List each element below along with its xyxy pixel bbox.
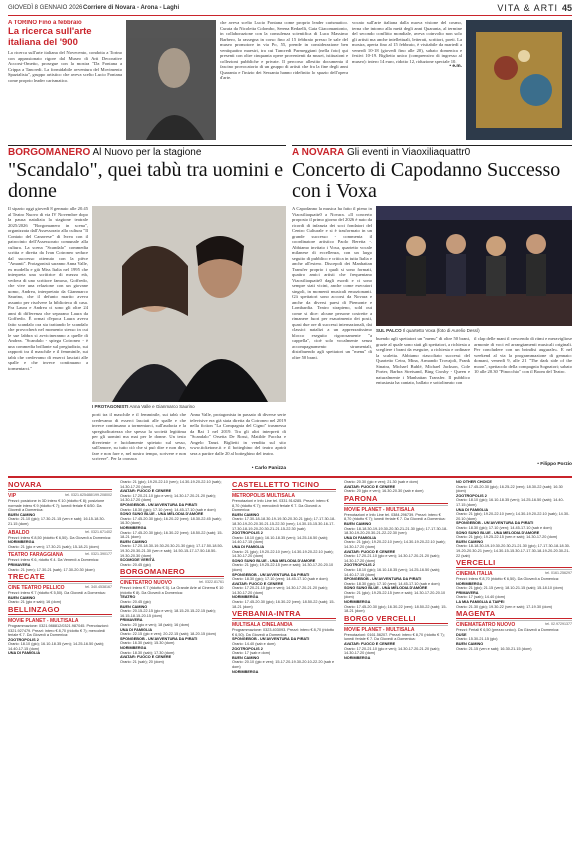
movie-times: Orario: 17 (sab e dom) (232, 651, 271, 656)
movie-title: BUEN CAMINO (232, 512, 260, 517)
voxa-stage-photo (376, 206, 572, 326)
movie-times: Orario: 21.10 (gio); 17.30-21.15 (ven e sab); 16.15-18.30-21.15 (dom) (8, 517, 105, 526)
cinema-prices: Prenotazioni e Info Line tel. 0331.914285. Prezzi: intero € 8,70 (ridotto € 7); mercoledì feriale € 7. Da Giovedì a Domenica: (232, 499, 329, 513)
scandalo-col3 (190, 412, 286, 468)
movie-listing (120, 605, 224, 619)
movie-times: Orario: 21 (sab); 20 (dom) (120, 659, 164, 664)
voxa-photo (376, 206, 572, 326)
movie-times: Orario: 21 (gio); 19.20-22.10 (ven); 14.30-19.20-22.10 (sab); 14.30-17.20 (dom) (120, 480, 222, 489)
movie-times: Orario: 20.45 (gio) (120, 600, 151, 605)
header-date: GIOVEDÌ 8 GENNAIO 2026 (8, 5, 83, 11)
cinema-prices: Prenotazioni: 0161.56207. Prezzi: intero € 8,70 (ridotto € 7); lunedì feriale € 7. Da Giovedì a Domenica: (344, 632, 445, 642)
listings-col2 (120, 480, 224, 836)
movie-title: NORIMBERGA (8, 540, 35, 545)
movie-title: ZOOTROPOLIS 2 (8, 637, 39, 642)
cinema-title: MULTISALA CINELANDIA (232, 622, 293, 629)
movie-listing (456, 494, 572, 508)
movie-times: Orario: 17.20-21.10 (gio e ven); 14.30-17.20-21.20 (sab); 14.30-17.20 (dom) (120, 493, 216, 503)
cinema-block (8, 616, 112, 656)
movie-listing (344, 642, 448, 656)
movie-times: Orario: 20.30 (gio e ven); 21.30 (sab e dom) (344, 480, 419, 484)
movie-listing (8, 563, 112, 572)
cinema-prices: Prezzi: intero € 8,70 (ridotto € 6,50). Da Giovedì a Domenica: (456, 577, 559, 582)
movie-title: NORIMBERGA (344, 655, 371, 660)
scandalo-col3-text: Anna Valle, protagonista in passato di diverse serie televisive era già stata diretta da Cotroneo nel 2019 nella fiction "La Compagnia del Cigno" trasmessa da Rai 1 nel 2019. Tra gli altri interpreti di "Scandalo" Orsetta De Rossi, Matilde Paccha e Angelo Tanzi. Biglietti in vendita sul sito www.ticketone.it e il botteghino del teatro aprirà sera a partire dalle 20 al botteghino del teatro. (190, 412, 286, 456)
movie-listing (344, 577, 448, 586)
movie-times: Orario: 20 (gio e ven); 16.30-20.30 (sab e dom) (344, 489, 424, 494)
cinema-block (456, 569, 572, 609)
voxa-sign: • Filippo Porzio (537, 462, 572, 467)
scandalo-col2-text: porti tra il maschile e il femminile, sui tabù che credevamo di esserci lasciati alle spalle e che invece continuano a tormentarci, sull'audacia e la spregiudicatezza che spesso la società legittima per gli uomini ma mai per le donne. Un testo divertente e lucidamente spietato sul sesso, sull'amore, su tutto ciò che si può dire e non dire, fare e non fare e, nel nostro tempo, scrivere e non scrivere". Per la cronaca (92, 412, 186, 461)
movie-times: Orario: 21 (gio); 19.20-22.10 (ven); 14.30-19.20-22.10 (sab); 14.30-17.20 (dom) (344, 540, 446, 549)
movie-times: Orario: 21.30 (gio); 19.30-22 (ven e sab); 17-19.30 (dom) (456, 604, 553, 609)
top-story-col2 (220, 20, 348, 140)
movie-listing (344, 550, 448, 564)
movie-title: PRIMAVERA (8, 562, 31, 567)
movie-title: AVATAR: FUOCO E CENERE (120, 489, 172, 494)
voxa-col1 (292, 206, 372, 462)
scandalo-subtitle (8, 147, 288, 158)
movie-times: Orario: 21 (gio e ven); 17.30-21 (sab); 15-18-21 (dom) (8, 544, 99, 549)
scandalo-sign: • Carlo Panizza (251, 466, 286, 471)
cinema-block (344, 625, 448, 661)
movie-listing (120, 503, 224, 512)
movie-listing (344, 600, 448, 614)
cinema-block (120, 578, 224, 664)
city-heading: BORGOMANERO (120, 567, 224, 577)
movie-times: Orario: 18.10 (gio); 16.10-18.35 (ven); 14.25-16.50 (sab); 14.40-17.15 (dom) (8, 642, 105, 651)
movie-listing (344, 536, 448, 550)
movie-times: Orario: 21 (gio); 19.25-22.15 (ven e sab); 14.30-17.20 (dom) (456, 535, 558, 540)
movie-title: TEATRO (120, 595, 136, 600)
city-heading: BELLINZAGO (8, 605, 112, 615)
movie-listing (344, 586, 448, 600)
cinema-title: MOVIE PLANET - MULTISALA (344, 506, 415, 513)
voxa-caption-rest: Il quartetto Voxa (foto di Aurelio Dessì) (402, 328, 480, 333)
movie-times: Orario: 22.15 (gio e ven); 20-22.15 (sab); 18-20.15 (dom) (120, 632, 217, 637)
movie-title: LA MIA FAMIGLIA A TAIPEI (456, 600, 505, 605)
movie-title: BUEN CAMINO (456, 539, 484, 544)
scandalo-caption (92, 404, 286, 409)
movie-listing (456, 540, 572, 558)
cinema-prices: Prezzi: posizione in 3D intero € 10 (ridotto € 8); posizione normale intero € 9 (ridotto € 7); lunedì feriale € 6/50. Da Giovedì a Domenica: (8, 499, 105, 513)
movie-title: SPONGEBOB - UN'AVVENTURA DA PIRATI (344, 577, 422, 582)
movie-title: NORIMBERGA (120, 525, 147, 530)
movie-title: SPONGEBOB - UN'AVVENTURA DA PIRATI (232, 637, 310, 642)
movie-title: BUEN CAMINO (8, 595, 36, 600)
movie-listing (344, 563, 448, 577)
movie-title: NORIMBERGA (232, 595, 259, 600)
movie-title: BUEN CAMINO (456, 642, 484, 647)
movie-listing (120, 618, 224, 627)
listings-col3 (232, 480, 336, 836)
movie-listing (456, 591, 572, 600)
top-story-photo-2 (466, 20, 572, 140)
movie-listing (232, 595, 336, 609)
cinema-phone: tel. 0322.81761 (199, 580, 224, 585)
header-page-number: 45 (561, 3, 572, 13)
movie-listing (232, 559, 336, 573)
movie-listing (8, 638, 112, 652)
scandalo-subtitle-rest: Al Nuovo per la stagione (92, 147, 202, 158)
voxa-col3-text: il clap delle mani il crescendo di ritmi e meravigliose armonie di voci ed arrangiamenti musicali originali. Per concludere con un brindisi augurale». E nel weekend al via la programmazione di gennaio: domani, venerdì 9, alle 21 "The dark side of the moon", spettacolo della compagnia Sognatori; sabato 10 alle 20.30 "Pinocchio" con il Boom del Teatro. (474, 336, 572, 374)
cinema-prices: Prezzi: intero € 7 (ridotto € 5). La Grande Arte al Cinema € 10 (ridotto € 8). Da Giovedì a Domenica: (120, 586, 224, 595)
movie-listing (120, 595, 224, 604)
cinema-title: ABALDO (8, 529, 30, 536)
movie-listing (456, 521, 572, 530)
voxa-subtitle-rest: Gli eventi in Viaoxiliaquattr0 (347, 147, 471, 158)
movie-times: Orario: 17.45-20.30 (gio); 16.20-22 (ven); 18.30-22.45 (sab); 16.30 (dom) (120, 516, 222, 526)
movie-title: UNA DI FAMIGLIA (8, 651, 41, 656)
voxa-col2 (376, 336, 470, 466)
cinema-block (8, 550, 112, 572)
cinema-phone: tel. 340.4538167 (85, 585, 112, 590)
voxa-caption (376, 328, 572, 333)
voxa-col1-text: A Capodanno la musica ha fatto il pieno in Viaoxiliaquattr0 a Novara. «Il concerto proposto il primo giorno del 2026 è nato da ricordi di infanzia dei soci fondatori del Centro Culturale e si è trasformato in un grande successo - commenta il coordinatore artistico Paolo Beretta -. Abbiamo invitato i Voxa, quartetto vocale milanese di eccellenza, con un largo seguito di pubblico e critica in tutta Italia e anche all'estero. Discepoli dei Manhattan Transfer proprio i quali si sono formati, quattro amici artisti che frequentano Viaoxiliaquattr0 dagli esordi e ci sono sempre stati vicini, anche come esecutori singoli, in momenti musicali emozionanti. Gli spettatori sono accorsi da Novara e anche da diversi paesi di Piemonte e Lombardia. Teatro strapieno, sold out come si dice: alcune persone costrette a rimanere fuori per esaurimento dei posti, quasi due ore di successi internazionali, dai classici natalizi a un apprezzatissimo blocco eseguito rigorosamente "a cappella", cioè solo vocalmente senza accompagnamento strumentali, distribuendo agli spettatori un "menu" di oltre 50 brani. (292, 206, 372, 360)
movie-title: BUEN CAMINO (232, 655, 260, 660)
cinema-title: MOVIE PLANET - MULTISALA (8, 617, 79, 624)
movie-times: Orario: 20.45 (gio) (120, 562, 151, 567)
movie-listing (232, 647, 336, 656)
top-story-col2-text: che aveva scelto Lucio Fontana come proprio leader carismatico. Curata da Nicoletta Colombo, Serena Redaelli, Gaia Giacomantonio, in collaborazione con la consulenza scientifica di Luca Massimo Barbero, la rassegna in corso fino al 15 febbraio presso le sale del museo promotore in via Po, 55, prende in considerazione ben ventiquattro maestri, tra cui Tancredi Parmeggiani (nella foto) qui presenti con oltre cinquanta opere provenienti da musei, istituzioni e collezioni pubbliche e private. Il percorso allestito documenta il fascino provocatorio di un gruppo di artisti che fra la fine degli anni Quaranta e l'inizio dei Sessanta hanno ridefinito lo spazio dell'opera d'arte. (220, 20, 348, 80)
movie-times: Orario: 16.30 (sab); 15.30 (dom) (120, 641, 175, 646)
movie-times: Orario: 21 (gio); 19.25-22.15 (ven e sab); 14.30-17.20-20.10 (dom) (344, 590, 446, 600)
city-heading: VERCELLI (456, 558, 572, 568)
movie-title: SONG SUNG BLUE - UNA MELODIA D'AMORE (232, 558, 316, 563)
movie-times: Orario: 20 (gio e ven); 18 (sab); 16 (dom) (120, 623, 190, 628)
city-heading: CASTELLETTO TICINO (232, 480, 336, 490)
movie-listing (232, 656, 336, 670)
movie-listing (344, 485, 448, 494)
movie-title: PRIMAVERA (120, 618, 143, 623)
cinema-phone: tel. 0321.625488/199.208002 (65, 493, 112, 497)
movie-listing (456, 480, 572, 494)
voxa-title: Concerto di Capodanno Successo con i Voxa (292, 159, 561, 202)
movie-title: UNA DI FAMIGLIA (456, 507, 489, 512)
movie-listing (120, 558, 224, 567)
movie-times: Orario: 21.15 (ven e sab); 16.30-21.15 (dom) (456, 646, 532, 651)
cinema-prices: Prezzi: intero € 6, ridotto € 4. Da Venerdì a Domenica: (8, 558, 99, 563)
cinema-title: METROPOLIS MULTISALA (232, 493, 295, 499)
city-heading: NOVARA (8, 480, 112, 490)
movie-times: Orario: 17.45-20.30 (gio); 16.30-22 (ven); 18.50-22 (sab); 15-18-21 (dom) (120, 530, 223, 540)
scandalo-kicker: BORGOMANERO (8, 147, 91, 158)
movie-times: Orario: 21 (gio e sab); 16 (dom) (8, 600, 62, 605)
movie-title: SPONGEBOB - UN'AVVENTURA DA PIRATI (232, 572, 310, 577)
movie-title: ZOOTROPOLIS 2 (232, 646, 263, 651)
top-story-photo (126, 20, 216, 140)
cinema-title: CINEMATEATRO NUOVO (456, 622, 516, 629)
movie-times: Orario: 21 (gio); 19.20-22.10 (ven); 14.30-19.20-22.10 (sab); 14.30-17.20 (dom) (232, 549, 334, 559)
cinema-title: CINE TEATRO PELLICO (8, 585, 65, 592)
movie-times: Orario: 17.30-18-18.30-19-19.30-20.30-21 (gio); 17-17.30-18-18.30-19-20-20.30-21.15-22.30 (ven); 14.30-15-15.30-16-17-17.30-18-19-20-20.30-21-21.15-22.30 (sab) (232, 517, 336, 531)
movie-listing (8, 540, 112, 549)
cinema-prices: Prenotazioni e Info Line tel. 0384.296739. Prezzi: intero € 8,70 (ridotto € 7); lunedì feriale € 7. Da Giovedì a Domenica: (344, 512, 446, 522)
movie-title: BUEN CAMINO (344, 521, 372, 526)
movie-times: Orario: 18.30 (gio); 17.10 (ven); 14.45-17.10 (sab e dom) (120, 507, 216, 512)
cinema-block (8, 583, 112, 605)
cinema-prices: Prezzi: intero € 7 (ridotto € 5,50). Da Giovedì a Domenica: (8, 591, 106, 596)
movie-listing (456, 531, 572, 540)
cinema-block (232, 491, 336, 609)
movie-listing (8, 513, 112, 527)
movie-title: AVATAR: FUOCO E CENERE (232, 581, 284, 586)
cinema-phone: tel. 0321.390177 (85, 552, 112, 557)
voxa-kicker: A NOVARA (292, 147, 345, 158)
movie-title: SPONGEBOB - UN'AVVENTURA DA PIRATI (456, 521, 534, 526)
cinema-title: CINEMA ITALIA (456, 571, 493, 578)
top-story-lead: La ricerca sull'arte italiana del Novecento, condotta a Torino con appassionato rigore dal Museo di Arti Decorative Accorsi-Ometto, prosegue con la mostra "Da Fontana a Crippa a Tancredi. La formidabile avventura del Movimento Spazialista", gruppo artistico che aveva scelto Lucio Fontana come proprio leader carismatico. (8, 50, 122, 83)
movie-title: SPONGEBOB - UN'AVVENTURA DA PIRATI (120, 502, 198, 507)
top-story-sign: • e.m. (449, 64, 462, 69)
scandalo-col1-text: Il sipario oggi giovedì 8 gennaio alle 20.45 al Teatro Nuovo di via IV Novembre dopo la pausa natalizia la stagione teatrale 2025/2026 "Borgomanero in scena", organizzata dall'Assessorato alla cultura "Il Contato del Canavese" di Ivrea con il patrocinio dell'Assessorato comunale alla cultura. La scena "Scandalo" commedia scritta e diretta da Ivan Cotroneo seduce dal successo ottenuto con la pièce "Amanti". Protagonisti saranno Anna Valle, ex modella e già Miss Italia nel 1995 che interpreta una scrittrice di mezza età, vedova di uno scrittore famoso, Goffredo, che vive una relazione con un giovane uomo, Andrea, interpretato da Gianmarco Saurino, che il defunto marito aveva assunto per risolvere la biblioteca di casa. Fra Laura e Andrea ci sono gli oltre 24 anni di differenza che separano Laura da Goffredo. È ormai d'epoca Laura aveva fatto scandalo ora sta trattando le scandalo che provocherà nel momento stesso in cui le sue labbra si avvicineranno a quelle di Andrea. "Scandalo - spiega Cotroneo - è una commedia brillante sul pregiudizio, sui rapporti tra il maschile e il femminile, sui tabù che credevamo di esserci lasciati alle spalle e che invece continuano a tormentarci." (8, 206, 88, 371)
movie-title: DUSE (456, 632, 467, 637)
movie-listing (8, 651, 112, 656)
movie-listing (232, 545, 336, 559)
cinema-prices: Prezzi: Feriali € 6,50 (prezzo unico). Da Giovedì a Domenica: (456, 628, 560, 633)
cinema-prices: Prezzi: intero € 8,50 (ridotto € 6,50). Da Giovedì a Domenica: (8, 535, 111, 540)
movie-listing (120, 540, 224, 558)
movie-title: SCOMODE VERITÀ (120, 558, 155, 563)
movie-times: Orario: 18.30 (gio); 17.10 (ven); 14.45-17.10 (sab e dom) (344, 581, 440, 586)
movie-times: Orario: 21 (gio); 19.20-22.10 (ven); 14.30-19.20-22.10 (sab); 14.30-20.10 (dom) (456, 512, 570, 521)
city-heading: TRECATE (8, 572, 112, 582)
movie-times: Orario: 18-18.30-19-19.30-20.30-21-21.30 (gio); 17-17.30-18-18.30-19-20-20.30-21 (ven); 14.30-15-15.30-17-17.30-18-19-20-20.30-21-22 (sab) (456, 544, 571, 558)
movie-listing (456, 642, 572, 651)
movie-title: PRIMAVERA (456, 590, 479, 595)
movie-title: UNA DI FAMIGLIA (120, 627, 153, 632)
movie-times: Orario: 20.10 (gio e ven); 15-17.20-19.30-20.10-22.20 (sab e dom) (232, 660, 335, 669)
movie-listing (456, 600, 572, 609)
top-story-kicker: A TORINO Fino a febbraio (8, 20, 82, 26)
movie-listing (232, 513, 336, 531)
city-heading: VERBANIA-INTRA (232, 609, 336, 619)
cinema-block (456, 620, 572, 651)
listings-col4 (344, 480, 448, 836)
movie-title: UNA DI FAMIGLIA (232, 544, 265, 549)
movie-times: Orario: 17.45-20.30 (gio); 16.30-22 (ven); 18.50-22 (sab); 15-18-21 (dom) (232, 600, 335, 609)
scandalo-title: "Scandalo", quei tabù tra uomini e donne (8, 159, 284, 202)
spatialist-portrait-image (126, 20, 216, 140)
cinema-block (8, 528, 112, 550)
cinema-prices: Programmazione: 0321.988812/0321.987045. Prenotazioni: 0321.927479. Prezzi: intero € 8,70 (ridotto € 7); mercoledì feriale € 7. Da Giovedì a Domenica: (8, 623, 109, 638)
movie-title: BUEN CAMINO (120, 604, 148, 609)
movie-listing (120, 637, 224, 646)
movie-title: ZOOTROPOLIS 2 (456, 493, 487, 498)
movie-title: SONG SUNG BLUE - UNA MELODIA D'AMORE (120, 512, 204, 517)
movie-times: Orario: 17.45-20.30 (gio); 16.25-22 (ven); 18.30-22 (sab); 16.30 (dom) (456, 484, 563, 494)
movie-title: AVATAR: FUOCO E CENERE (344, 484, 396, 489)
header-paper-name: Corriere di Novara - Arona - Laghi (83, 5, 180, 11)
movie-times: Orario: 18-18.30-19-19.30-20.30-21-21.30 (gio); 17-17.30-18-18.30-19-20-20.30-21-22-22.30 (ven) (344, 526, 448, 536)
movie-listing (232, 637, 336, 646)
cinema-phone: tel. 02.97291377 (545, 622, 572, 627)
movie-title: SONG SUNG BLUE - UNA MELODIA D'AMORE (344, 586, 428, 591)
voxa-subtitle (292, 147, 574, 158)
protagonists-photo (92, 206, 286, 402)
cinema-block (8, 491, 112, 527)
top-story-col3 (352, 20, 462, 140)
movie-times: Orario: 14.40 (sab e dom) (232, 642, 276, 647)
scandalo-caption-rest: Anna Valle e Gianmarco Saurino (129, 404, 195, 409)
movie-times: Orario: 21 (gio); 19.25-22.15 (ven e sab); 14.30-17.20-20.10 (dom) (232, 563, 334, 572)
voxa-col2-text: buendo agli spettatori un "menu" di oltre 50 brani, grazie al quale sono stati gli spettatori, a richiesta a scegliere i brani da eseguire, a richiesta e ordinare la scaletta. Abbiamo riascoltato successi del Quartetto Cetra, Mina, Armando Trovajoli, Frank Sinatra, Michael Bublé, Michael Jackson, Cole Porter, Barbra Streisand, Bing Crosby - Queen e naturalmente i Manhattan Transfer. Il pubblico entusiasta ha cantato, ballato e sottolineato con (376, 336, 470, 385)
voxa-col3 (474, 336, 572, 460)
movie-times: Orario: 15.30-21.15 (gio) (456, 637, 498, 642)
movie-title: AVATAR: FUOCO E CENERE (120, 655, 172, 660)
movie-listing (344, 656, 448, 661)
listings-col1 (8, 480, 112, 836)
header-section: VITA & ARTI (497, 3, 558, 13)
movie-times: Orario: 20.15-22.15 (gio e ven); 18.15-20.15-22.15 (sab); 16.15-18.15-20.15 (dom) (120, 609, 216, 618)
scandalo-photo (92, 206, 286, 402)
city-heading: BORGO VERCELLI (344, 614, 448, 624)
cinema-title: VIP (8, 493, 17, 499)
movie-title: SONG SUNG BLUE - UNA MELODIA D'AMORE (456, 530, 540, 535)
movie-title: BUEN CAMINO (120, 539, 148, 544)
movie-times: Orario: 17.20-21.10 (gio e ven); 14.30-17.20-21.20 (sab); 14.30-17.20 (dom) (232, 586, 328, 595)
scandalo-col1 (8, 206, 88, 454)
artwork-image (466, 20, 572, 140)
movie-times: Orario: 18.30 (gio); 17.10 (ven); 14.45-17.10 (sab e dom) (232, 577, 328, 582)
movie-listing (232, 670, 336, 675)
movie-title: NORIMBERGA (232, 669, 259, 674)
page-header (8, 3, 572, 16)
movie-listing (120, 655, 224, 664)
top-story-col3-text: vocato sull'arte italiana dalla nuova visione del cosmo, terna che intorno alla metà degli anni Quaranta, al termine del secondo conflitto mondiale, aveva coinvolto non solo gli artisti ma anche intellettuali, letterati, scrittori, poeti. La mostra, aperta fino al 15 febbraio, è visitabile da martedì a venerdì 10-18 (giovedì fino alle 20), sabato domenica e festivi 10-19. Biglietto unico (comprensivo di ingresso al museo): intero 14 euro, ridotto 12, riduzione speciale 10. (352, 20, 462, 64)
cinema-phone: tel. 0161.256297 (545, 571, 572, 576)
movie-listing (120, 628, 224, 637)
movie-times: Orario: 18.30 (gio); 17.10 (ven); 14.45-17.10 (sab e dom) (456, 525, 552, 530)
movie-times: Orario: 21 (ven); 17.30-21 (sab); 17.30-20.30 (dom) (8, 567, 95, 572)
cinema-phone: tel. 0321.671402 (85, 529, 112, 534)
movie-times: Orario: 18.10 (gio); 16.10-18.35 (ven); 14.25-16.50 (sab); 14.40-17.15 (dom) (232, 535, 329, 545)
city-heading: MAGENTA (456, 609, 572, 619)
cinema-block (344, 505, 448, 614)
movie-title: AVATAR: FUOCO E CENERE (344, 549, 396, 554)
movie-times: Orario: 21 (gio); 21.15 (ven); 18.10-21.15 (sab); 15-18.10 (dom) (456, 586, 564, 591)
cinema-block (232, 620, 336, 674)
movie-listing (8, 596, 112, 605)
scandalo-rule (8, 145, 286, 146)
movie-title: ZOOTROPOLIS 2 (232, 531, 263, 536)
movie-times: Orario: 18.10 (gio); 16.10-18.35 (ven); 14.25-16.50 (sab); 14.40-17.15 (dom) (344, 567, 441, 577)
scandalo-col2 (92, 412, 186, 468)
city-heading: PARONA (344, 494, 448, 504)
movie-title: UNA DI FAMIGLIA (344, 535, 377, 540)
movie-listing (120, 489, 224, 503)
movie-title: ZOOTROPOLIS 2 (344, 563, 375, 568)
movie-times: Orario: 18.10 (gio); 16.10-18.35 (ven); 14.25-16.50 (sab); 14.40-17.15 (dom) (456, 498, 564, 507)
movie-listing (120, 512, 224, 526)
movie-times: Orario: 17.45-20.30 (gio); 16.30-22 (ven); 18.50-22 (sab); 15-18-21 (dom) (344, 604, 447, 614)
movie-title: AVATAR: FUOCO E CENERE (344, 642, 396, 647)
cinema-title: CINETEATRO NUOVO (120, 580, 172, 587)
cinema-title: TEATRO FARAGGIANA (8, 552, 64, 559)
top-story-title: La ricerca sull'arte italiana del '900 (8, 26, 92, 48)
listings-col5 (456, 480, 572, 836)
movie-title: NO OTHER CHOICE (456, 480, 492, 484)
listings-rule (8, 476, 572, 478)
movie-listing (120, 646, 224, 655)
movie-times: Orario: 17.20-21.10 (gio e ven); 14.30-17.20-21.20 (sab); 14.30-17.20 (dom) (344, 554, 440, 563)
movie-title: BUEN CAMINO (8, 512, 36, 517)
movie-title: SPONGEBOB - UN'AVVENTURA DA PIRATI (120, 636, 198, 641)
top-story-col1 (8, 20, 122, 140)
movie-listing (232, 582, 336, 596)
movie-title: NORIMBERGA (120, 646, 147, 650)
voxa-rule (292, 145, 572, 146)
movie-listing (456, 582, 572, 591)
movie-times: Orario: 17 (sab); 14.40 (dom) (456, 595, 506, 600)
movie-title: NORIMBERGA (456, 581, 483, 586)
voxa-caption-bold: SUL PALCO (376, 328, 402, 333)
movie-times: Orario: 17.20-18.30-19.30-20.30-21.30 (gio); 17-17.50-18.50-19.30-20.30-21.30 (ven e sab); 14.50-15-17-17.50-18.50-19.30-20.30 (dom) (120, 544, 224, 558)
cinema-prices: Programmazione: 0323.403093. Prezzi: intero € 8,70 (ridotto € 6,50). Da Giovedì a Domenica: (232, 628, 334, 637)
movie-listing (344, 522, 448, 536)
movie-times: Orario: 18.30 (sab); 17.30 (dom) (120, 650, 175, 655)
movie-listing (120, 526, 224, 540)
movie-listing (232, 531, 336, 545)
cinema-title: MOVIE PLANET - MULTISALA (344, 626, 415, 633)
movie-listing (456, 633, 572, 642)
movie-title: NORIMBERGA (344, 600, 371, 605)
movie-listing (456, 508, 572, 522)
movie-listing (232, 573, 336, 582)
movie-times: Orario: 17.20-21.10 (gio e ven); 14.30-17.20-21.20 (sab); 14.30-17.20 (dom) (344, 646, 440, 656)
scandalo-caption-bold: I PROTAGONISTI (92, 404, 129, 409)
